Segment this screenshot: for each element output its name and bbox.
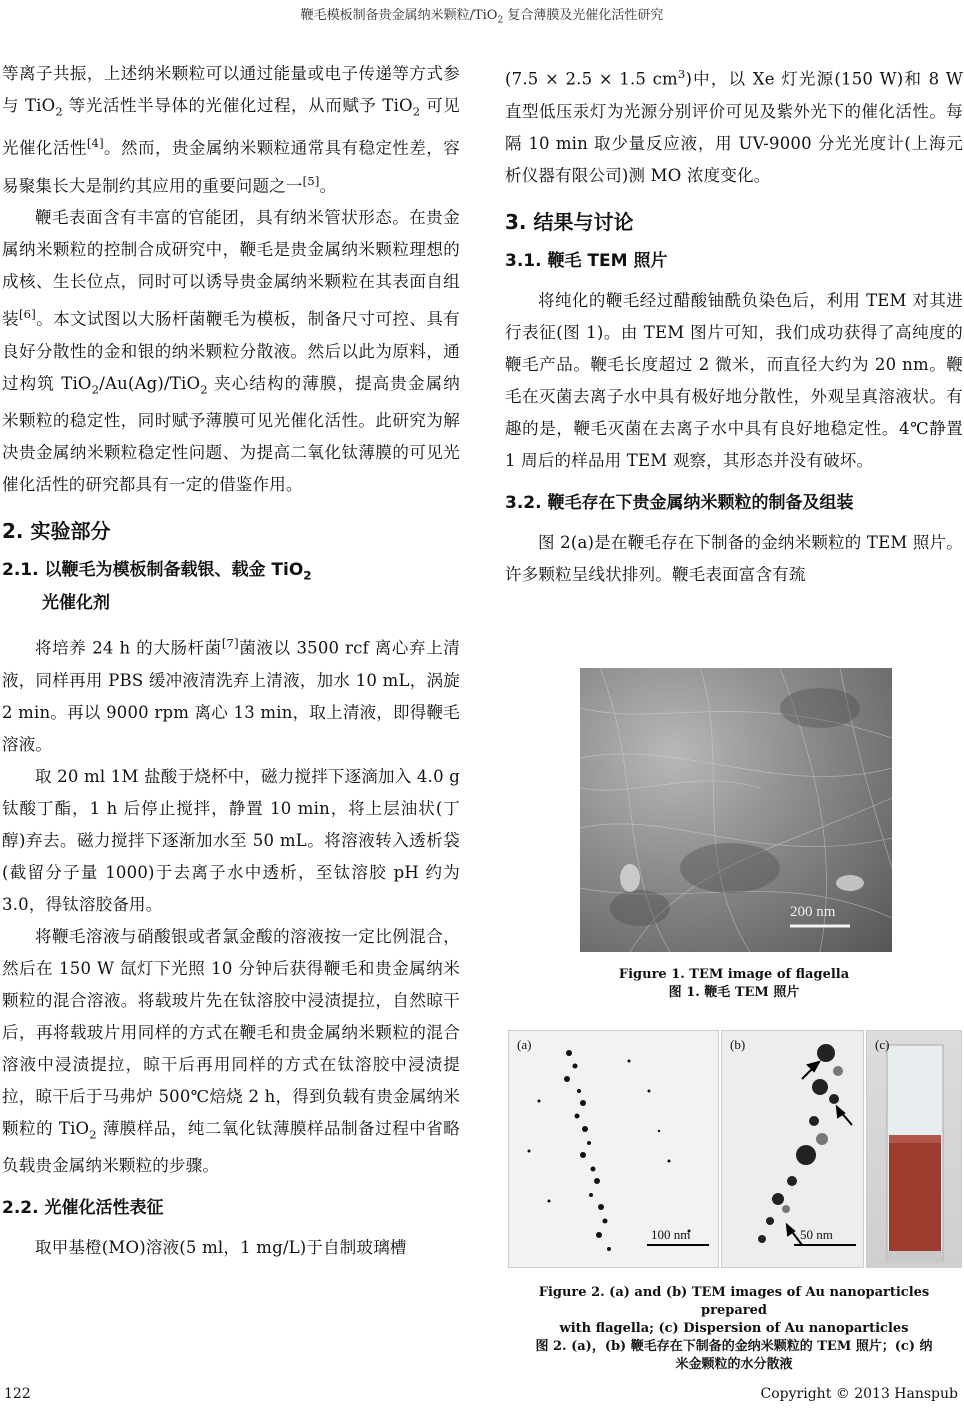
caption-cn: 图 1. 鞭毛 TEM 照片	[668, 985, 800, 1000]
figure2-caption	[505, 1284, 963, 1374]
text: 薄膜样品，纯二氧化钛薄膜样品制备过程中省略负载贵金属纳米颗粒的步骤。	[2, 1118, 460, 1176]
paragraph	[2, 627, 460, 761]
section-heading: 3. 结果与讨论	[505, 209, 634, 234]
tem-panel-b	[721, 1030, 864, 1268]
citation: [6]	[18, 307, 36, 322]
text: 菌液以 3500 rcf 离心弃上清液，同样再用 PBS 缓冲液清洗弃上清液，加水 10 mL，涡旋 2 min。再以 9000 rpm 离心 13 min，取上清液，即得鞭毛溶液。	[2, 638, 460, 754]
paragraph	[505, 58, 963, 192]
panel-label-b: (b)	[730, 1037, 746, 1052]
text: 。	[319, 176, 337, 196]
text: 将鞭毛溶液与硝酸银或者氯金酸的溶液按一定比例混合，然后在 150 W 氙灯下光照 10 分钟后获得鞭毛和贵金属纳米颗粒的混合溶液。将载玻片先在钛溶胶中浸渍提拉，自然晾干后，再将载玻片用同样的方式在鞭毛和贵金属纳米颗粒的混合溶液中浸渍提拉，晾干后再用同样的方式在钛溶胶中浸渍提拉，晾干后于马弗炉 500℃焙烧 2 h，得到负载有贵金属纳米颗粒的 TiO	[2, 926, 460, 1138]
text: 光催化剂	[42, 593, 110, 614]
text: 等光活性半导体的光催化过程，从而赋予 TiO	[62, 96, 413, 115]
text: 鞭毛表面含有丰富的官能团，具有纳米管状形态。在贵金属纳米颗粒的控制合成研究中，鞭毛是贵金属纳米颗粒理想的成核、生长位点，同时可以诱导贵金属纳米颗粒在其表面自组装	[2, 208, 460, 329]
caption-cn: 图 2. (a)，(b) 鞭毛存在下制备的金纳米颗粒的 TEM 照片；(c) 纳	[535, 1339, 933, 1354]
text: )中，以 Xe 灯光源(150 W)和 8 W 直型低压汞灯为光源分别评价可见及紫外光下的催化活性。每隔 10 min 取少量反应液，用 UV-9000 分光光度计(上海元析仪器有限公司)测 MO 浓度变化。	[505, 69, 963, 185]
cuvette-photo	[867, 1031, 961, 1267]
running-header	[0, 4, 964, 26]
right-column	[505, 58, 963, 591]
scale-label: 200 nm	[790, 904, 836, 920]
caption-en: Figure 1. TEM image of flagella	[618, 967, 850, 982]
text: (7.5 × 2.5 × 1.5 cm	[505, 69, 678, 89]
sup: 3	[677, 67, 686, 81]
caption-en: with flagella; (c) Dispersion of Au nanoparticles	[559, 1321, 909, 1336]
text: 可见光催化活性	[2, 96, 460, 158]
subsection-heading: 3.2. 鞭毛存在下贵金属纳米颗粒的制备及组装	[505, 492, 854, 513]
citation: [7]	[221, 636, 239, 651]
nanoparticle-chain-b	[722, 1031, 863, 1267]
paragraph: 图 2(a)是在鞭毛存在下制备的金纳米颗粒的 TEM 照片。许多颗粒呈线状排列。鞭毛表面富含有巯	[505, 532, 963, 584]
header-title-sub: 2	[497, 15, 504, 26]
scale-label-b: 50 nm	[800, 1227, 833, 1242]
subsection-heading: 3.1. 鞭毛 TEM 照片	[505, 250, 668, 271]
scale-label-a: 100 nm	[651, 1227, 691, 1242]
panel-label-a: (a)	[517, 1037, 532, 1052]
caption-cn: 米金颗粒的水分散液	[675, 1357, 793, 1372]
text: 将培养 24 h 的大肠杆菌	[35, 638, 222, 658]
left-column	[2, 58, 460, 1264]
paragraph	[2, 58, 460, 202]
flagella-texture	[580, 668, 892, 952]
paragraph: 取甲基橙(MO)溶液(5 ml，1 mg/L)于自制玻璃槽	[35, 1238, 407, 1258]
text: 夹心结构的薄膜，提高贵金属纳米颗粒的稳定性，同时赋予薄膜可见光催化活性。此研究为解决贵金属纳米颗粒稳定性问题、为提高二氧化钛薄膜的可见光催化活性的研究都具有一定的借鉴作用。	[2, 373, 460, 495]
photo-panel-c	[866, 1030, 962, 1268]
page-number: 122	[4, 1386, 31, 1402]
text: 。本文试图以大肠杆菌鞭毛为模板，制备尺寸可控、具有良好分散性的金和银的纳米颗粒分散液。然后以此为原料，通过构筑 TiO	[2, 309, 461, 393]
tem-panel-a	[508, 1030, 719, 1268]
paragraph: 取 20 ml 1M 盐酸于烧杯中，磁力搅拌下逐滴加入 4.0 g 钛酸丁酯，1 h 后停止搅拌，静置 10 min，将上层油状(丁醇)弃去。磁力搅拌下逐渐加水至 50 mL。将溶液转入透析袋(截留分子量 1000)于去离子水中透析，至钛溶胶 pH 约为 3.0，得钛溶胶备用。	[2, 766, 460, 914]
text: /Au(Ag)/TiO	[99, 373, 201, 393]
header-title-post: 复合薄膜及光催化活性研究	[503, 8, 664, 23]
paragraph: 将纯化的鞭毛经过醋酸铀酰负染色后，利用 TEM 对其进行表征(图 1)。由 TEM 图片可知，我们成功获得了高纯度的鞭毛产品。鞭毛长度超过 2 微米，而直径大约为 20 nm。鞭毛在灭菌去离子水中具有极好地分散性，外观呈真溶液状。有趣的是，鞭毛灭菌在去离子水中具有良好地稳定性。4℃静置 1 周后的样品用 TEM 观察，其形态并没有破坏。	[505, 290, 963, 470]
sub: 2	[91, 382, 100, 397]
sub: 2	[412, 104, 421, 119]
subsection-heading	[2, 556, 460, 617]
figure1-caption	[505, 966, 963, 1002]
text: 等离子共振，上述纳米颗粒可以通过能量或电子传递等方式参与 TiO	[2, 64, 460, 115]
section-heading: 2. 实验部分	[2, 519, 111, 544]
text: 2.1. 以鞭毛为模板制备载银、载金 TiO	[2, 560, 304, 581]
subsection-heading: 2.2. 光催化活性表征	[2, 1198, 164, 1219]
tem-image-flagella	[580, 668, 892, 952]
sub: 2	[55, 104, 63, 119]
panel-label-c: (c)	[875, 1037, 890, 1052]
citation: [5]	[302, 173, 320, 188]
text: 。然而，贵金属纳米颗粒通常具有稳定性差，容易聚集长大是制约其应用的重要问题之一	[2, 138, 461, 196]
paragraph	[2, 921, 460, 1182]
header-title: 鞭毛模板制备贵金属纳米颗粒/TiO	[300, 8, 498, 23]
copyright: Copyright © 2013 Hanspub	[760, 1386, 958, 1402]
sub: 2	[200, 382, 208, 397]
citation: [4]	[86, 136, 104, 151]
caption-en: Figure 2. (a) and (b) TEM images of Au nanoparticles prepared	[538, 1285, 930, 1318]
sub: 2	[303, 568, 312, 583]
sub: 2	[89, 1127, 97, 1142]
paragraph	[2, 202, 460, 501]
